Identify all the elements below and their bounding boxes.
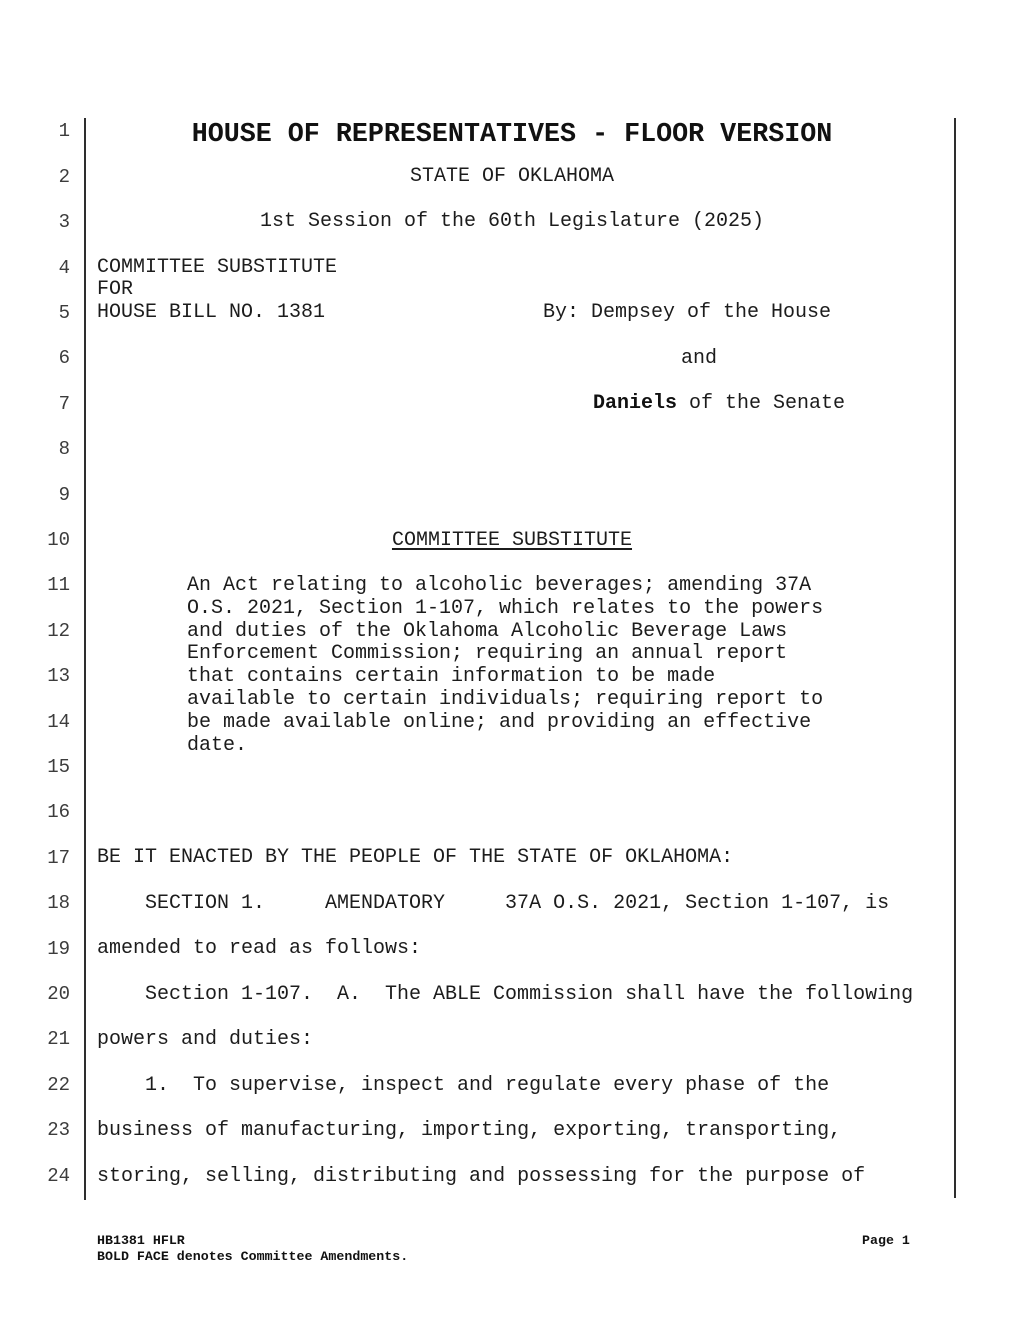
line-number: 14 [47,710,70,733]
body-line: SECTION 1. AMENDATORY 37A O.S. 2021, Section 1-107, is [145,892,890,915]
act-summary-line: O.S. 2021, Section 1-107, which relates to the powers [187,596,824,620]
line-number: 11 [47,574,70,597]
act-summary-line: available to certain individuals; requiring report to [187,688,824,711]
document-title: HOUSE OF REPRESENTATIVES - FLOOR VERSION [191,120,833,150]
line-number: 1 [58,120,70,143]
line-number: 5 [58,301,70,324]
session-line: 1st Session of the 60th Legislature (2025) [259,210,765,233]
line-number: 2 [58,165,70,188]
line-number: 21 [47,1028,70,1051]
substitute-label: COMMITTEE SUBSTITUTE [97,256,338,279]
line-number: 13 [47,665,70,688]
act-summary-line: date. [187,733,248,757]
line-number: 6 [58,347,70,370]
line-number: 7 [58,392,70,415]
for-label: FOR [97,278,134,301]
line-number: 22 [47,1073,70,1096]
line-number: 17 [47,846,70,869]
line-number: 9 [58,483,70,506]
line-number: 16 [47,801,70,824]
act-summary-line: be made available online; and providing an effective [187,710,812,734]
bill-number: HOUSE BILL NO. 1381 [97,301,326,324]
body-line: amended to read as follows: [97,937,422,960]
footer-doc-id: HB1381 HFLR [97,1233,185,1248]
right-margin-rule [954,118,956,1198]
body-line: 1. To supervise, inspect and regulate every phase of the [145,1074,830,1097]
committee-substitute-heading-text: COMMITTEE SUBSTITUTE [391,529,633,552]
state-name: STATE OF OKLAHOMA [409,165,615,188]
act-summary-line: that contains certain information to be made [187,665,716,689]
line-number: 3 [58,211,70,234]
body-line: Section 1-107. A. The ABLE Commission shall have the following [145,983,914,1006]
senate-author [593,392,845,416]
author-conjunction: and [681,347,718,370]
line-number: 18 [47,892,70,915]
body-line: business of manufacturing, importing, exporting, transporting, [97,1119,842,1142]
line-number: 20 [47,982,70,1005]
act-summary-line: and duties of the Oklahoma Alcoholic Beverage Laws [187,619,788,643]
act-summary-line: An Act relating to alcoholic beverages; amending 37A [187,574,812,597]
house-author: By: Dempsey of the House [543,301,832,324]
footer-note: BOLD FACE denotes Committee Amendments. [97,1249,409,1264]
line-number: 15 [47,755,70,778]
line-number: 10 [47,528,70,551]
body-line: powers and duties: [97,1028,314,1051]
committee-substitute-heading [0,529,1024,553]
page-number: Page 1 [862,1233,910,1248]
enacting-clause: BE IT ENACTED BY THE PEOPLE OF THE STATE OF OKLAHOMA: [97,846,734,869]
senate-author-suffix: of the Senate [677,392,846,415]
senate-author-name: Daniels [593,392,678,415]
line-number: 24 [47,1164,70,1187]
line-number: 23 [47,1119,70,1142]
left-margin-rule [84,118,86,1200]
line-number: 4 [58,256,70,279]
act-summary-line: Enforcement Commission; requiring an annual report [187,642,788,666]
line-number: 19 [47,937,70,960]
line-number: 12 [47,619,70,642]
body-line: storing, selling, distributing and possessing for the purpose of [97,1165,866,1188]
line-number: 8 [58,438,70,461]
